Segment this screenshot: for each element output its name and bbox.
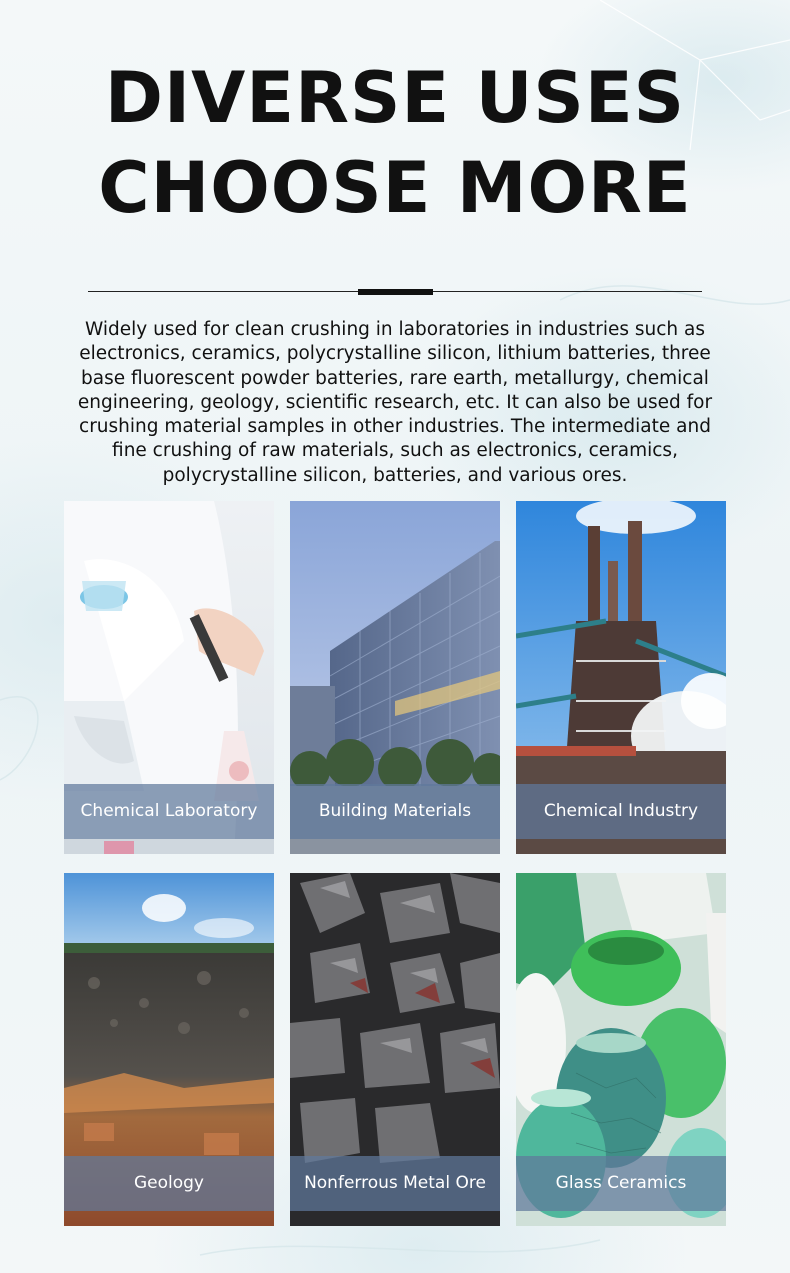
headline-line-2: CHOOSE MORE bbox=[98, 147, 692, 229]
application-card-chemical-industry bbox=[516, 501, 726, 854]
card-caption: Building Materials bbox=[290, 784, 500, 839]
card-caption: Chemical Laboratory bbox=[64, 784, 274, 839]
application-card-glass-ceramics bbox=[516, 873, 726, 1226]
application-card-nonferrous-metal-ore bbox=[290, 873, 500, 1226]
application-card-chemical-laboratory bbox=[64, 501, 274, 854]
description-paragraph: Widely used for clean crushing in laboratories in industries such as electronics, ceramics, polycrystalline silicon, lithium batteries, three base fluorescent powder batteries, rare earth, metallurgy, chemical engineering, geology, scientific research, etc. It can also be used for crushing material samples in other industries. The intermediate and fine crushing of raw materials, such as electronics, ceramics, polycrystalline silicon, batteries, and various ores. bbox=[77, 319, 713, 486]
card-caption: Nonferrous Metal Ore bbox=[290, 1156, 500, 1211]
application-card-building-materials bbox=[290, 501, 500, 854]
card-caption: Geology bbox=[64, 1156, 274, 1211]
card-caption: Glass Ceramics bbox=[516, 1156, 726, 1211]
headline-line-1: DIVERSE USES bbox=[104, 57, 686, 139]
application-card-geology bbox=[64, 873, 274, 1226]
divider-accent bbox=[358, 289, 433, 295]
card-caption: Chemical Industry bbox=[516, 784, 726, 839]
